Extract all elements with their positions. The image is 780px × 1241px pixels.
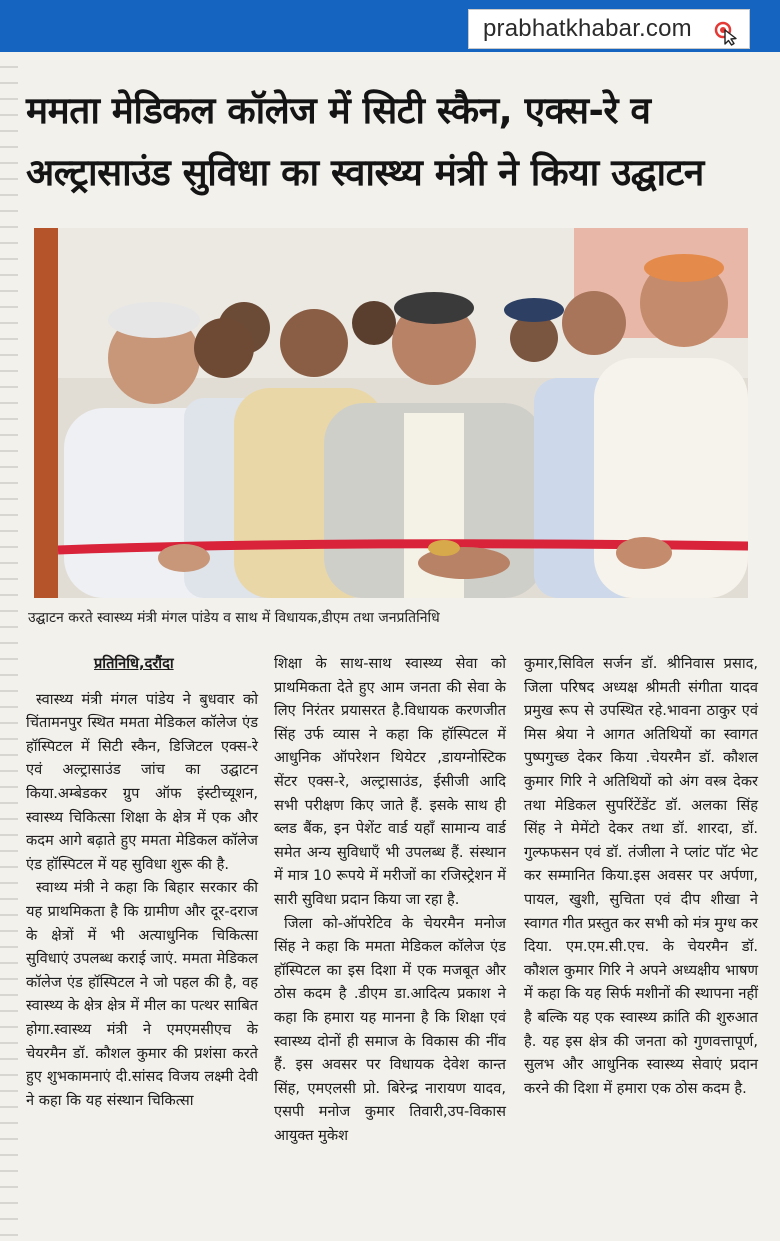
article-headline xyxy=(26,80,762,204)
article-column-2 xyxy=(274,652,506,1147)
paragraph: स्वास्थ्य मंत्री मंगल पांडेय ने बुधवार को चिंतामनपुर स्थित ममता मेडिकल कॉलेज एंड हॉस्पिटल में सिटी स्कैन, डिजिटल एक्स-रे एवं अल्ट्रासाउंड जांच का उद्घाटन किया.अम्बेडकर ग्रुप ऑफ इंस्टीच्यूशन, स्वास्थ्य चिकित्सा शिक्षा के क्षेत्र में एक और कदम आगे बढ़ाते हुए ममता मेडिकल कॉलेज एंड हॉस्पिटल में यह सुविधा शुरू की है. xyxy=(26,690,258,873)
inauguration-photo xyxy=(34,228,748,598)
headline-line-1: ममता मेडिकल कॉलेज में सिटी स्कैन, एक्स-रे व xyxy=(26,89,651,132)
site-brand-badge[interactable] xyxy=(468,9,750,49)
cursor-click-icon xyxy=(711,18,739,46)
site-name: prabhatkhabar.com xyxy=(483,15,692,42)
article-column-3 xyxy=(524,652,758,1100)
paragraph: स्वाथ्य मंत्री ने कहा कि बिहार सरकार की यह प्राथमिकता है कि ग्रामीण और दूर-दराज के क्षेत्रों में भी अत्याधुनिक चिकित्सा सुविधाएं उपलब्ध कराई जाएं. ममता मेडिकल कॉलेज एंड हॉस्पिटल ने जो पहल की है, वह स्वास्थ्य के क्षेत्र क्षेत्र में मील का पत्थर साबित होगा.स्वास्थ्य मंत्री ने एमएमसीएच के चेयरमैन डॉ. कौशल कुमार की प्रशंसा करते हुए शुभकामनाएं दी.सांसद विजय लक्ष्मी देवी ने कहा कि यह संस्थान चिकित्सा xyxy=(26,879,258,1109)
headline-line-2: अल्ट्रासाउंड सुविधा का स्वास्थ्य मंत्री ने किया उद्घाटन xyxy=(26,151,704,194)
photo-caption: उद्घाटन करते स्वास्थ्य मंत्री मंगल पांडेय व साथ में विधायक,डीएम तथा जनप्रतिनिधि xyxy=(28,610,440,626)
paragraph: शिक्षा के साथ-साथ स्वास्थ्य सेवा को प्राथमिकता देते हुए आम जनता की सेवा के लिए निरंतर प्रयासरत है.विधायक करणजीत सिंह उर्फ व्यास ने कहा कि हॉस्पिटल में आधुनिक ऑपरेशन थियेटर ,डायग्नोस्टिक सेंटर एक्स-रे, अल्ट्रासाउंड, ईसीजी आदि सभी परीक्षण किए जाते हैं. इसके साथ ही ब्लड बैंक, इन पेशेंट वार्ड यहाँ सामान्य वार्ड समेत अन्य सुविधाएँ भी उपलब्ध हैं. संस्थान में मात्र 10 रूपये में मरीजों का रजिस्ट्रेशन में सारी सुविधा प्रदान किया जा रहा है. xyxy=(274,655,506,908)
adjacent-page-edge xyxy=(0,52,18,1241)
article-column-1 xyxy=(26,652,258,1112)
article-byline: प्रतिनिधि,दरौंदा xyxy=(94,655,174,672)
photo-illustration xyxy=(34,228,748,598)
paragraph: जिला को-ऑपरेटिव के चेयरमैन मनोज सिंह ने कहा कि ममता मेडिकल कॉलेज एंड हॉस्पिटल का इस दिशा में एक मजबूत और ठोस कदम है .डीएम डा.आदित्य प्रकाश ने कहा कि हमारा यह मानना है कि शिक्षा एवं स्वास्थ्य दोनों ही समाज के विकास की नींव हैं. इस अवसर पर विधायक देवेश कान्त सिंह, एमएलसी प्रो. बिरेन्द्र नारायण यादव, एसपी मनोज कुमार तिवारी,उप-विकास आयुक्त मुकेश xyxy=(274,914,506,1144)
paragraph: कुमार,सिविल सर्जन डॉ. श्रीनिवास प्रसाद, जिला परिषद अध्यक्ष श्रीमती संगीता यादव प्रमुख रूप से उपस्थित रहे.भावना ठाकुर एवं मिस श्रेया ने आगत अतिथियों का स्वागत पुष्पगुच्छ देकर किया .चेयरमैन डॉ. कौशल कुमार गिरि ने अतिथियों को अंग वस्त्र देकर तथा मेडिकल सुपरिंटेंडेंट डॉ. अलका सिंह सिंह ने मेमेंटो देकर तथा डॉ. शारदा, डॉ. गुल्फफसन एवं डॉ. तंजीला ने प्लांट पॉट भेट कर सम्मानित किया.इस अवसर पर अर्पणा, पायल, खुशी, सुचिता एवं दीप शीखा ने स्वागत गीत प्रस्तुत कर सभी को मंत्र मुग्ध कर दिया. एम.एम.सी.एच. के चेयरमैन डॉ. कौशल कुमार गिरि ने अपने अध्यक्षीय भाषण में कहा कि यह सिर्फ मशीनों की स्थापना नहीं है बल्कि यह एक स्वास्थ्य क्रांति की शुरुआत है. यह इस क्षेत्र की जनता को गुणवत्तापूर्ण, सुलभ और आधुनिक स्वास्थ्य सेवाएं प्रदान करने की दिशा में हमारा एक ठोस कदम है. xyxy=(524,655,758,1097)
